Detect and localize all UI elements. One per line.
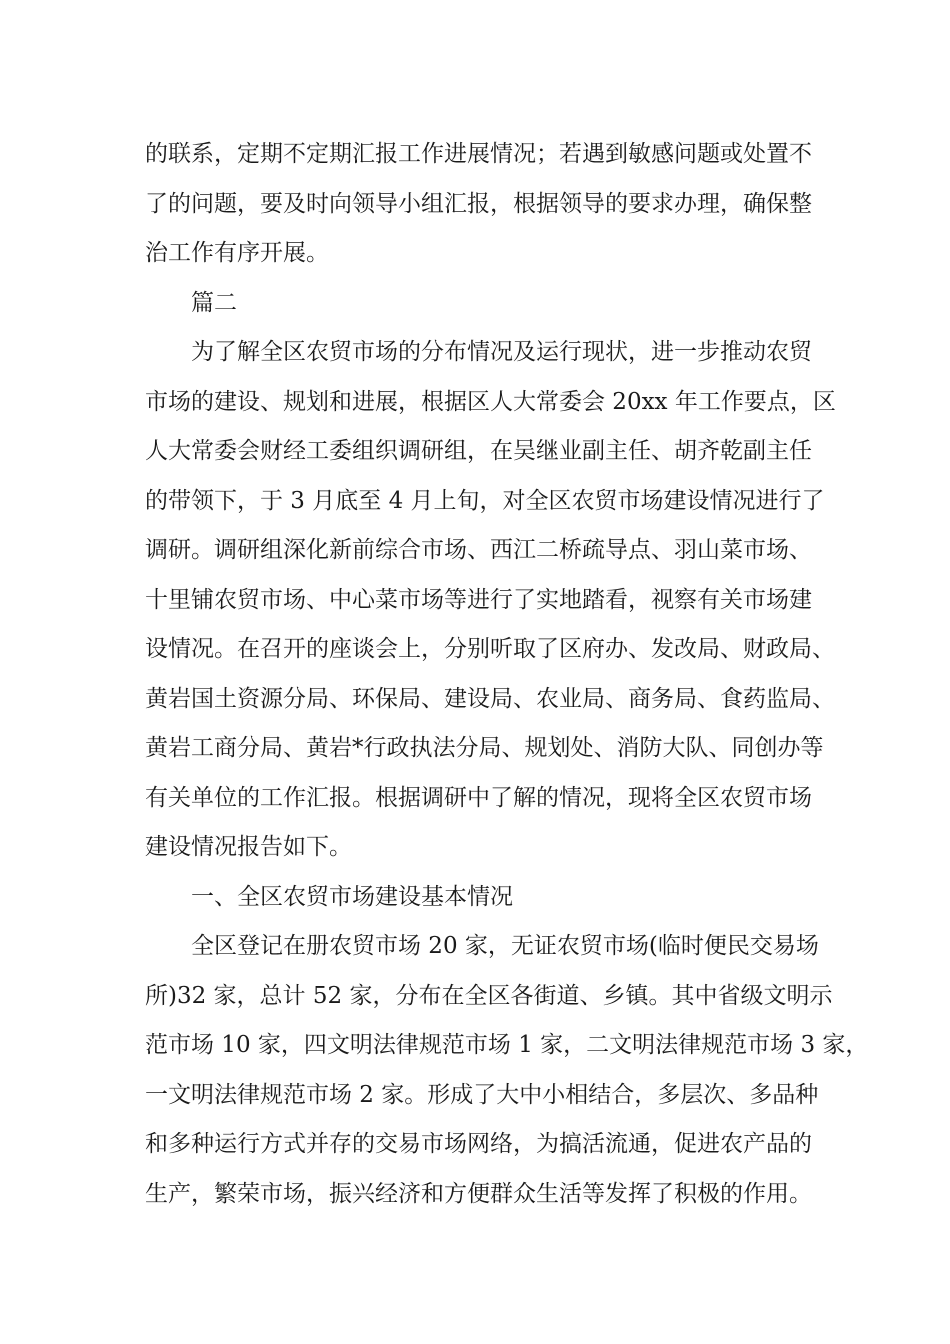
text-line: 建设情况报告如下。 xyxy=(145,834,352,860)
text-line: 的联系，定期不定期汇报工作进展情况；若遇到敏感问题或处置不 xyxy=(145,141,812,167)
paragraph-start-line: 全区登记在册农贸市场 20 家，无证农贸市场(临时便民交易场 xyxy=(191,933,819,959)
text-line: 设情况。在召开的座谈会上，分别听取了区府办、发改局、财政局、 xyxy=(145,636,835,662)
text-line: 了的问题，要及时向领导小组汇报，根据领导的要求办理，确保整 xyxy=(145,190,812,217)
section-heading: 一、全区农贸市场建设基本情况 xyxy=(191,883,513,910)
text-line: 的带领下，于 3 月底至 4 月上旬，对全区农贸市场建设情况进行了 xyxy=(145,487,825,514)
text-line: 有关单位的工作汇报。根据调研中了解的情况，现将全区农贸市场 xyxy=(145,784,812,811)
text-line: 黄岩国土资源分局、环保局、建设局、农业局、商务局、食药监局、 xyxy=(145,685,835,712)
document-body xyxy=(145,130,869,1219)
section-heading-pian-er: 篇二 xyxy=(191,289,237,316)
text-line: 范市场 10 家，四文明法律规范市场 1 家，二文明法律规范市场 3 家， xyxy=(145,1032,869,1058)
text-line: 和多种运行方式并存的交易市场网络，为搞活流通，促进农产品的 xyxy=(145,1131,812,1157)
text-line: 十里铺农贸市场、中心菜市场等进行了实地踏看，视察有关市场建 xyxy=(145,586,812,613)
text-line: 一文明法律规范市场 2 家。形成了大中小相结合，多层次、多品种 xyxy=(145,1081,819,1108)
text-line: 治工作有序开展。 xyxy=(145,240,329,266)
text-line: 黄岩工商分局、黄岩*行政执法分局、规划处、消防大队、同创办等 xyxy=(145,735,824,761)
paragraph-start-line: 为了解全区农贸市场的分布情况及运行现状，进一步推动农贸 xyxy=(191,339,812,365)
text-line: 生产，繁荣市场，振兴经济和方便群众生活等发挥了积极的作用。 xyxy=(145,1180,812,1207)
text-line: 人大常委会财经工委组织调研组，在吴继业副主任、胡齐乾副主任 xyxy=(145,438,812,464)
text-line: 所)32 家，总计 52 家，分布在全区各街道、乡镇。其中省级文明示 xyxy=(145,982,833,1009)
text-line: 市场的建设、规划和进展，根据区人大常委会 20xx 年工作要点，区 xyxy=(145,388,836,415)
text-line: 调研。调研组深化新前综合市场、西江二桥疏导点、羽山菜市场、 xyxy=(145,537,812,563)
